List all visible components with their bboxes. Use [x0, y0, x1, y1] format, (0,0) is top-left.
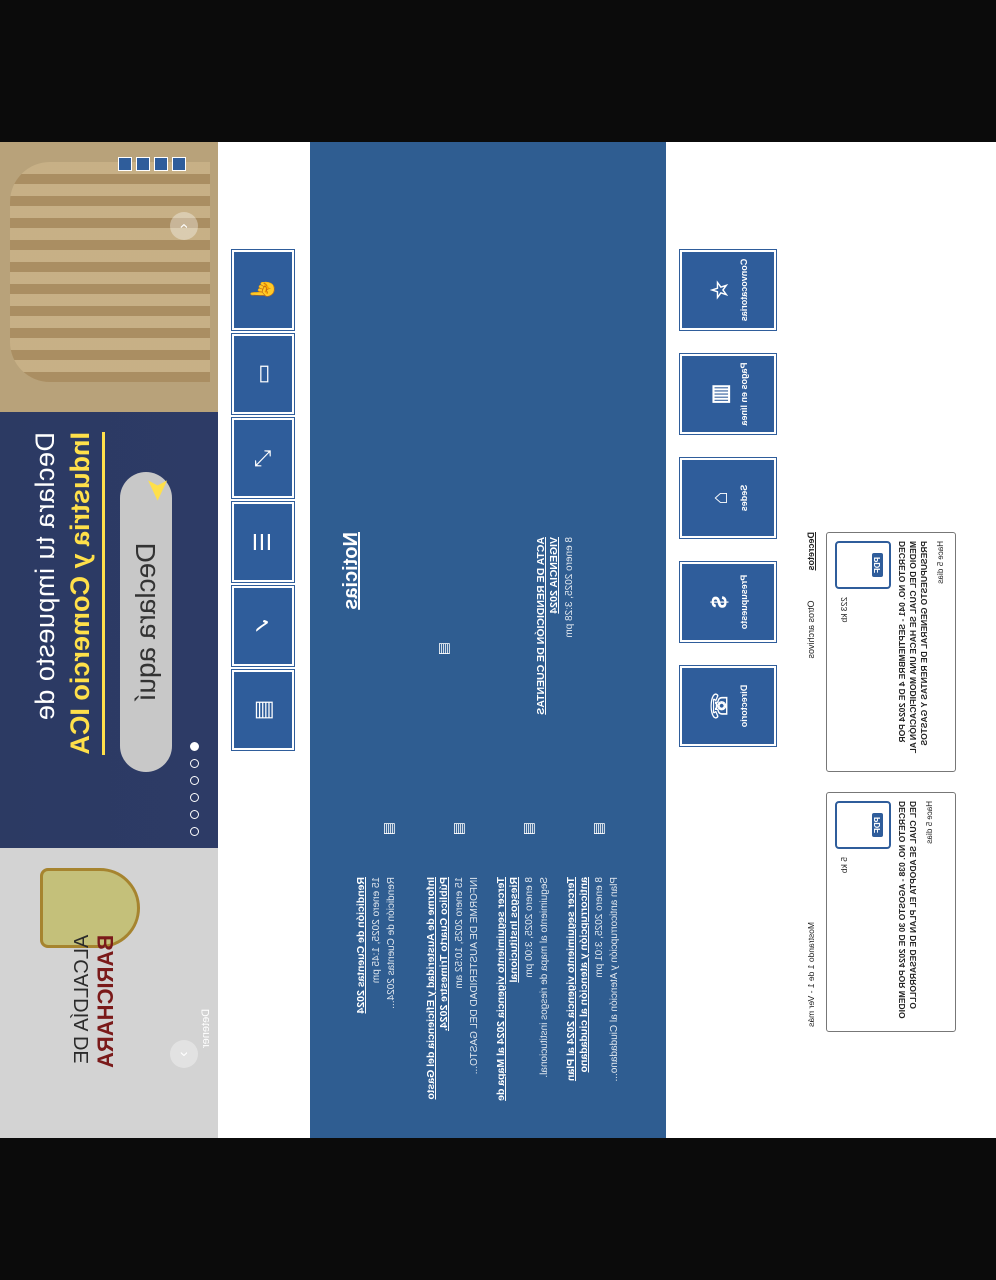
news-item-date: 8 enero 2025, 3:00 pm [524, 877, 535, 978]
top-letterbox [0, 0, 996, 142]
document-icon: ▤ [250, 699, 275, 721]
carousel-dot[interactable] [190, 742, 199, 751]
carousel-dot[interactable] [190, 810, 199, 819]
pdf-badge: PDF [872, 813, 883, 837]
document-card[interactable] [826, 792, 956, 1032]
news-item-date: 8 enero 2025, 3:01 pm [594, 877, 605, 978]
twitter-icon[interactable] [136, 157, 150, 171]
service-label: Convocatorias [739, 258, 749, 322]
carousel-dot[interactable] [190, 776, 199, 785]
carousel-dot[interactable] [190, 827, 199, 836]
service-label: Pagos en línea [739, 362, 749, 426]
hero-headline [30, 432, 105, 812]
quick-link-document[interactable] [232, 670, 294, 750]
page-viewport [0, 142, 996, 1138]
document-icon: ▤ [380, 822, 396, 836]
church-photo [0, 142, 218, 412]
logo-line1: ALCALDÍA DE [71, 934, 93, 1064]
news-item[interactable] [355, 877, 398, 1107]
news-item-title[interactable]: Tercer seguimiento vigencia 2024 al Plan anticorrupción y atención al ciudadano [565, 877, 590, 1082]
check-icon: ✓ [250, 616, 275, 636]
phone-icon: ☏ [707, 692, 732, 720]
service-sedes[interactable] [680, 458, 776, 538]
quick-link-suitcase[interactable] [232, 334, 294, 414]
news-item-desc: Plan anticorrupción y Atención al Ciudadano... [609, 877, 620, 1082]
news-section [310, 142, 666, 1138]
carousel-pause-button[interactable]: Detener [200, 1008, 212, 1048]
news-item-title[interactable]: ACTA DE RENDICIÓN DE CUENTAS VIGENCIA 2024 [535, 537, 560, 715]
news-item-date: 8 enero 2025, 3:28 pm [564, 537, 575, 638]
document-card[interactable] [826, 532, 956, 772]
carousel-prev-icon[interactable]: ‹ [170, 212, 198, 240]
document-date: Hace 5 días [925, 801, 934, 844]
document-title[interactable]: DECRETO NO. 041 - SEPTIEMBRE 4 DE 2024 POR MEDIO DEL CUAL SE HACE UNA MODIFICACIÓN AL PRESUPUESTO GENERAL DE RENTAS Y GASTOS [897, 541, 929, 754]
document-icon: ▤ [435, 642, 451, 656]
service-label: Sedes [739, 484, 749, 512]
star-icon: ☆ [707, 280, 732, 300]
news-item[interactable] [425, 877, 481, 1107]
carousel-dots [190, 742, 199, 836]
quick-link-hand[interactable] [232, 250, 294, 330]
document-date: Hace 5 días [936, 541, 945, 584]
instagram-icon[interactable] [154, 157, 168, 171]
social-links [118, 157, 186, 171]
news-heading[interactable]: Noticias [340, 532, 362, 610]
document-icon: ▤ [450, 822, 466, 836]
facebook-icon[interactable] [118, 157, 132, 171]
logo-line2: BARICHARA [93, 934, 118, 1068]
service-label: Presupuesto [739, 574, 749, 630]
carousel-dot[interactable] [190, 759, 199, 768]
youtube-icon[interactable] [172, 157, 186, 171]
hero-headline-line2: Industria y Comercio ICA [65, 432, 105, 755]
chart-icon: ⤢ [250, 449, 275, 467]
news-item-title[interactable]: Informe de Austeridad y Eficiencia del Gasto Público Cuarto Trimestre 2024. [425, 877, 450, 1100]
news-item-desc: Rendición de Cuentas 2024... [386, 877, 397, 1009]
site-logo[interactable] [70, 935, 118, 1068]
pdf-icon [835, 801, 891, 849]
hero-headline-line1: Declara tu impuesto de [30, 432, 60, 721]
list-icon: ☰ [250, 532, 275, 552]
money-icon: $ [707, 595, 732, 609]
news-item-title[interactable]: Tercer seguimiento vigencia 2024 al Mapa de Riesgos Institucional [495, 877, 520, 1101]
services-section [666, 142, 996, 1138]
file-size: 223 kb [839, 597, 849, 623]
service-presupuesto[interactable] [680, 562, 776, 642]
service-label: Directorio [739, 684, 749, 728]
tab-decretos[interactable]: Decretos [806, 532, 816, 571]
quick-links [218, 142, 310, 1138]
file-size: 5 kb [839, 857, 849, 874]
hero-banner [0, 142, 218, 1138]
hand-icon: ☝ [250, 276, 275, 304]
news-item-title[interactable]: Rendición de Cuentas 2024 [355, 877, 367, 1014]
news-item-date: 15 enero 2025, 1:45 pm [371, 877, 382, 984]
news-item[interactable] [535, 537, 576, 767]
service-pagos[interactable] [680, 354, 776, 434]
pdf-badge: PDF [872, 553, 883, 577]
service-convocatorias[interactable] [680, 250, 776, 330]
document-icon: ▤ [520, 822, 536, 836]
carousel-dot[interactable] [190, 793, 199, 802]
documents-pager[interactable]: Mostrando 1 de 1 - Ver más [806, 922, 816, 1027]
pdf-icon [835, 541, 891, 589]
news-item-desc: Seguimiento al mapa de riesgos institucional. [539, 877, 550, 1078]
pointer-cursor-icon: ➤ [141, 477, 174, 503]
news-item-date: 15 enero 2025, 10:52 am [454, 877, 465, 989]
declare-button[interactable]: Declara aquí [120, 472, 172, 772]
quick-link-check[interactable] [232, 586, 294, 666]
news-item-desc: INFORME DE AUSTERIDAD DEL GASTO... [469, 877, 480, 1075]
news-item[interactable] [495, 877, 551, 1107]
document-icon: ▤ [590, 822, 606, 836]
bottom-letterbox [0, 1138, 996, 1280]
tab-otros-archivos[interactable]: Otros archivos [806, 600, 816, 659]
page-frame [0, 142, 996, 1138]
service-directorio[interactable] [680, 666, 776, 746]
quick-link-list[interactable] [232, 502, 294, 582]
documents-tabs [806, 532, 816, 659]
carousel-next-icon[interactable]: › [170, 1040, 198, 1068]
suitcase-icon: ▭ [250, 363, 275, 385]
house-icon: ⌂ [707, 491, 732, 505]
news-item[interactable] [565, 877, 621, 1107]
quick-link-chart[interactable] [232, 418, 294, 498]
document-title[interactable]: DECRETO NO. 038 - AGOSTO 30 DE 2024 POR MEDIO DEL CUAL SE ADOPTA EL PLAN DE DESARROLLO [897, 801, 918, 1019]
church-tower [10, 162, 210, 382]
payment-icon: ▥ [707, 383, 732, 405]
